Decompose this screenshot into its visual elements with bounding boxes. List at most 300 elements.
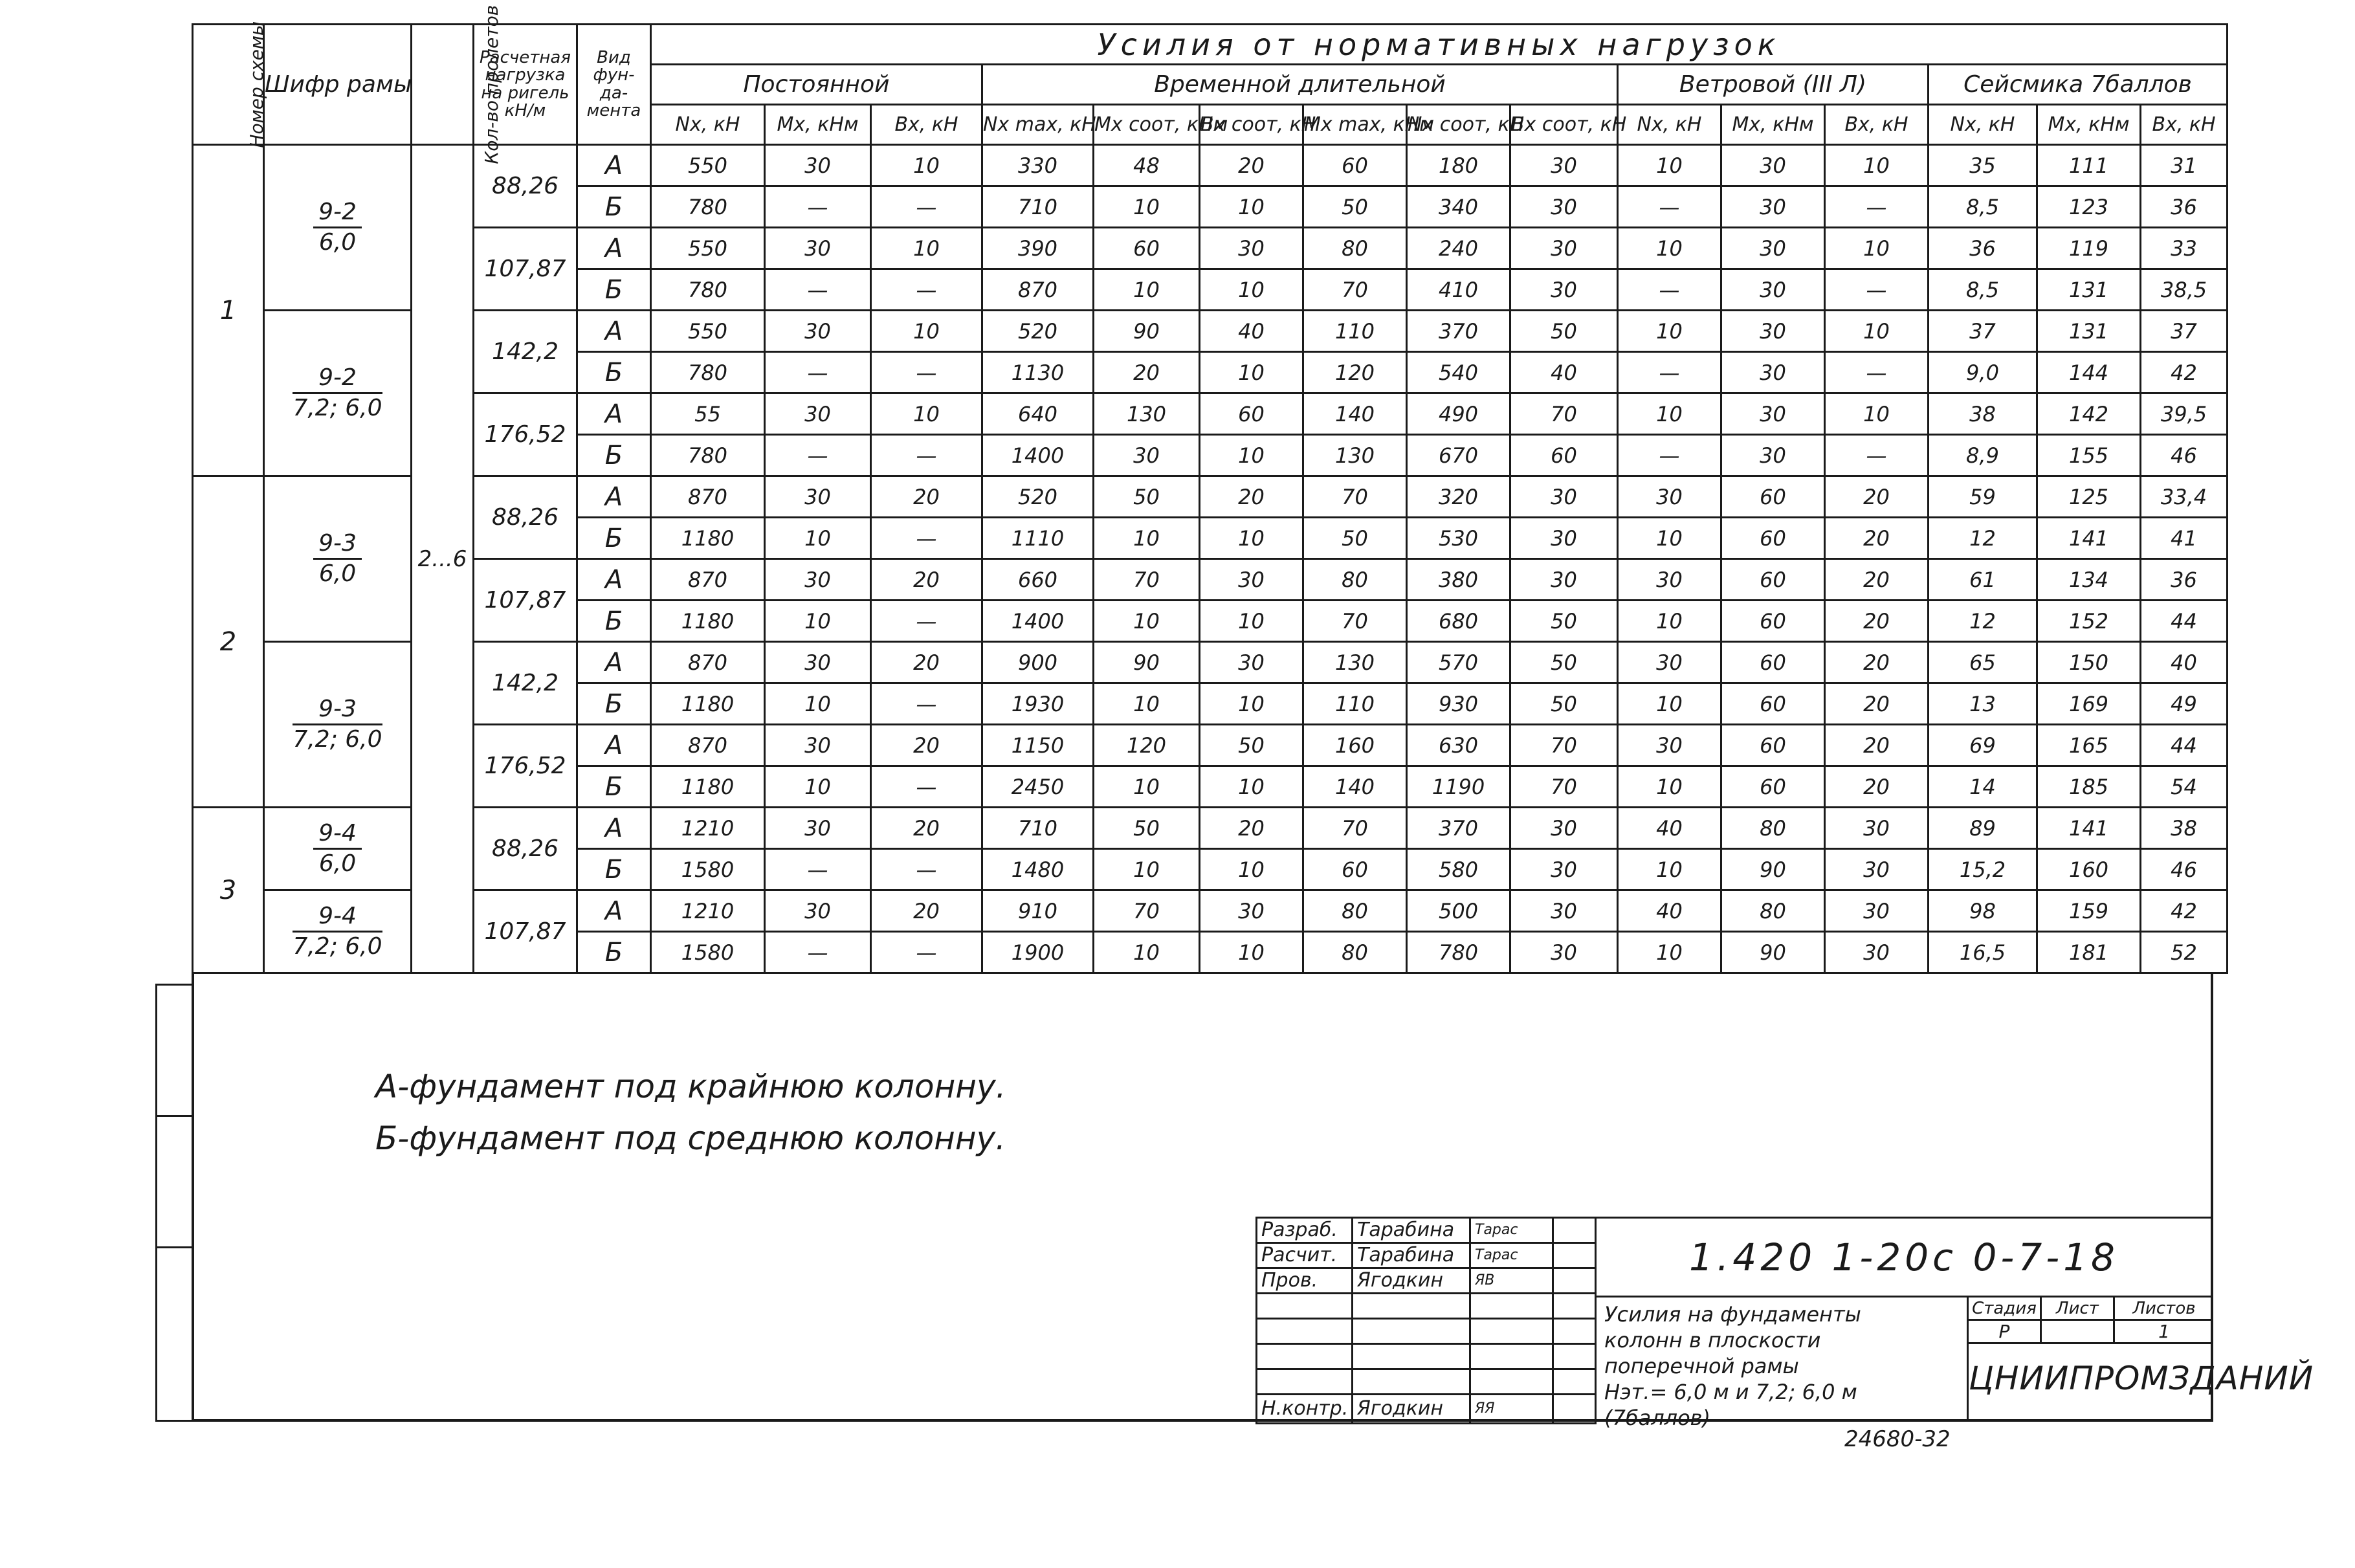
cipher-fraction <box>293 366 382 420</box>
force-value-cell: 155 <box>2037 435 2141 476</box>
force-value-cell: 10 <box>1825 228 1929 269</box>
table-row <box>193 228 2228 269</box>
stage-value-row <box>1969 1321 2213 1344</box>
force-value-cell: 340 <box>1407 186 1510 228</box>
cipher-fraction <box>313 201 362 254</box>
force-value-cell: 30 <box>1510 849 1618 890</box>
force-value-cell: 140 <box>1303 766 1407 808</box>
signature-role: Разраб. <box>1257 1218 1353 1243</box>
force-value-cell: 60 <box>1303 145 1407 186</box>
force-value-cell: 630 <box>1407 725 1510 766</box>
design-load-value: 176,52 <box>474 725 577 808</box>
signature-role <box>1257 1294 1353 1319</box>
foundation-type-cell: А <box>577 228 651 269</box>
design-load-value: 142,2 <box>474 642 577 725</box>
force-value-cell: 110 <box>1303 311 1407 352</box>
title-block-right <box>1595 1217 2314 1430</box>
force-value-cell: 89 <box>1929 808 2037 849</box>
header-subcolumn: Mx, кНм <box>2037 105 2141 145</box>
force-value-cell: 580 <box>1407 849 1510 890</box>
force-value-cell: 60 <box>1721 559 1825 601</box>
force-value-cell: 38 <box>2141 808 2228 849</box>
force-value-cell: 870 <box>982 269 1094 311</box>
header-subcolumn: Nx, кН <box>1618 105 1721 145</box>
force-value-cell: 180 <box>1407 145 1510 186</box>
table-row <box>193 559 2228 601</box>
force-value-cell: 70 <box>1303 476 1407 518</box>
signature-row <box>1257 1369 1596 1395</box>
force-value-cell: 10 <box>1618 683 1721 725</box>
force-value-cell: 710 <box>982 186 1094 228</box>
force-value-cell: 20 <box>1825 518 1929 559</box>
force-value-cell: — <box>871 269 982 311</box>
foundation-type-cell: А <box>577 559 651 601</box>
force-value-cell: 500 <box>1407 890 1510 932</box>
signature-name <box>1353 1369 1470 1395</box>
force-value-cell: 160 <box>1303 725 1407 766</box>
force-value-cell: 30 <box>1618 559 1721 601</box>
force-value-cell: 131 <box>2037 269 2141 311</box>
force-value-cell: 142 <box>2037 393 2141 435</box>
force-value-cell: 10 <box>1618 849 1721 890</box>
cipher-numerator: 9-2 <box>293 366 382 394</box>
force-value-cell: 1180 <box>651 601 765 642</box>
force-value-cell: 390 <box>982 228 1094 269</box>
force-value-cell: 80 <box>1721 808 1825 849</box>
force-value-cell: 870 <box>651 476 765 518</box>
foundation-type-cell: Б <box>577 435 651 476</box>
force-value-cell: 870 <box>651 559 765 601</box>
force-value-cell: 40 <box>1618 808 1721 849</box>
force-value-cell: 1210 <box>651 808 765 849</box>
signature-signature <box>1470 1344 1553 1369</box>
force-value-cell: 30 <box>1200 559 1303 601</box>
design-load-value: 107,87 <box>474 228 577 311</box>
span-count-value: 2...6 <box>412 145 474 973</box>
design-load-value: 142,2 <box>474 311 577 393</box>
force-value-cell: — <box>1618 352 1721 393</box>
force-value-cell: — <box>1618 435 1721 476</box>
force-value-cell: 60 <box>1303 849 1407 890</box>
force-value-cell: 70 <box>1303 601 1407 642</box>
force-value-cell: 37 <box>2141 311 2228 352</box>
cipher-denominator: 7,2; 6,0 <box>293 395 382 421</box>
force-value-cell: 30 <box>765 476 871 518</box>
force-value-cell: 141 <box>2037 808 2141 849</box>
sheets-label: Листов <box>2132 1299 2196 1318</box>
foundation-type-cell: А <box>577 311 651 352</box>
force-value-cell: — <box>871 435 982 476</box>
force-value-cell: 10 <box>1200 518 1303 559</box>
force-value-cell: 70 <box>1094 559 1200 601</box>
force-value-cell: 20 <box>871 725 982 766</box>
force-value-cell: 36 <box>1929 228 2037 269</box>
foundation-type-cell: Б <box>577 186 651 228</box>
note-foundation-a: А-фундамент под крайнюю колонну. <box>375 1068 1006 1105</box>
force-value-cell: 130 <box>1303 435 1407 476</box>
force-value-cell: 930 <box>1407 683 1510 725</box>
force-value-cell: 165 <box>2037 725 2141 766</box>
stage-sheet-grid <box>1967 1297 2314 1422</box>
force-value-cell: 30 <box>1200 890 1303 932</box>
force-value-cell: 46 <box>2141 849 2228 890</box>
force-value-cell: 169 <box>2037 683 2141 725</box>
force-value-cell: — <box>1618 269 1721 311</box>
force-value-cell: 8,5 <box>1929 269 2037 311</box>
force-value-cell: — <box>871 186 982 228</box>
force-value-cell: 1150 <box>982 725 1094 766</box>
foundation-type-cell: Б <box>577 766 651 808</box>
header-forces-title: Усилия от нормативных нагрузок <box>651 25 2228 65</box>
header-subcolumn: Bx соот, кН <box>1510 105 1618 145</box>
force-value-cell: 90 <box>1094 642 1200 683</box>
force-value-cell: 13 <box>1929 683 2037 725</box>
force-value-cell: 50 <box>1510 601 1618 642</box>
signature-role: Н.контр. <box>1257 1395 1353 1424</box>
signature-row <box>1257 1294 1596 1319</box>
force-value-cell: 90 <box>1721 932 1825 973</box>
force-value-cell: 50 <box>1510 642 1618 683</box>
force-value-cell: 20 <box>1825 642 1929 683</box>
force-value-cell: 1400 <box>982 435 1094 476</box>
doc-number-cell <box>1597 1219 2211 1297</box>
force-value-cell: 98 <box>1929 890 2037 932</box>
table-row <box>193 725 2228 766</box>
foundation-type-cell: А <box>577 890 651 932</box>
foundation-type-cell: Б <box>577 932 651 973</box>
force-value-cell: 40 <box>1618 890 1721 932</box>
force-value-cell: 570 <box>1407 642 1510 683</box>
force-value-cell: 10 <box>1094 683 1200 725</box>
force-value-cell: 20 <box>871 559 982 601</box>
cipher-denominator: 6,0 <box>318 560 357 587</box>
force-value-cell: 30 <box>765 228 871 269</box>
force-value-cell: 20 <box>1200 476 1303 518</box>
force-value-cell: 10 <box>765 683 871 725</box>
force-value-cell: — <box>1825 352 1929 393</box>
cipher-fraction <box>313 822 362 876</box>
organization-name: ЦНИИПРОМЗДАНИЙ <box>1969 1360 2314 1397</box>
signature-signature <box>1470 1369 1553 1395</box>
force-value-cell: 30 <box>765 559 871 601</box>
header-foundation-type: Вид фун-да-мента <box>577 25 651 145</box>
force-value-cell: 50 <box>1303 186 1407 228</box>
foundation-type-cell: А <box>577 725 651 766</box>
header-group-permanent: Постоянной <box>651 65 982 105</box>
force-value-cell: 780 <box>651 269 765 311</box>
header-scheme-no: Номер схемы <box>193 25 264 145</box>
force-value-cell: 12 <box>1929 601 2037 642</box>
signature-name <box>1353 1344 1470 1369</box>
force-value-cell: 10 <box>871 228 982 269</box>
force-value-cell: 30 <box>1825 932 1929 973</box>
force-value-cell: 10 <box>1094 186 1200 228</box>
force-value-cell: 10 <box>765 601 871 642</box>
sheet-label: Лист <box>2042 1297 2115 1319</box>
force-value-cell: 50 <box>1094 808 1200 849</box>
signature-name: Ягодкин <box>1353 1395 1470 1424</box>
foundation-type-cell: Б <box>577 601 651 642</box>
force-value-cell: 36 <box>2141 186 2228 228</box>
table-row <box>193 642 2228 683</box>
force-value-cell: 30 <box>1721 228 1825 269</box>
force-value-cell: — <box>871 766 982 808</box>
force-value-cell: 60 <box>1721 766 1825 808</box>
force-value-cell: 30 <box>765 725 871 766</box>
force-value-cell: — <box>871 932 982 973</box>
signature-signature <box>1470 1319 1553 1344</box>
header-subcolumn: Bx, кН <box>2141 105 2228 145</box>
force-value-cell: 10 <box>1094 849 1200 890</box>
force-value-cell: 159 <box>2037 890 2141 932</box>
force-value-cell: 1580 <box>651 849 765 890</box>
force-value-cell: 111 <box>2037 145 2141 186</box>
force-value-cell: 710 <box>982 808 1094 849</box>
force-value-cell: 160 <box>2037 849 2141 890</box>
force-value-cell: 8,9 <box>1929 435 2037 476</box>
force-value-cell: 780 <box>651 186 765 228</box>
force-value-cell: 33,4 <box>2141 476 2228 518</box>
force-value-cell: 140 <box>1303 393 1407 435</box>
cipher-fraction <box>293 905 382 958</box>
force-value-cell: 20 <box>1825 683 1929 725</box>
force-value-cell: 10 <box>1200 352 1303 393</box>
force-value-cell: — <box>765 352 871 393</box>
force-value-cell: 61 <box>1929 559 2037 601</box>
foundation-type-cell: А <box>577 145 651 186</box>
force-value-cell: 9,0 <box>1929 352 2037 393</box>
force-value-cell: 134 <box>2037 559 2141 601</box>
force-value-cell: 119 <box>2037 228 2141 269</box>
force-value-cell: 44 <box>2141 601 2228 642</box>
foundation-type-cell: А <box>577 642 651 683</box>
force-value-cell: 80 <box>1303 890 1407 932</box>
force-value-cell: 60 <box>1721 601 1825 642</box>
force-value-cell: — <box>765 932 871 973</box>
force-value-cell: 10 <box>1094 518 1200 559</box>
force-value-cell: 680 <box>1407 601 1510 642</box>
force-value-cell: 780 <box>1407 932 1510 973</box>
force-value-cell: 30 <box>1721 145 1825 186</box>
force-value-cell: 60 <box>1721 642 1825 683</box>
force-value-cell: 46 <box>2141 435 2228 476</box>
scheme-number: 2 <box>193 476 264 808</box>
force-value-cell: 33 <box>2141 228 2228 269</box>
cipher-numerator: 9-3 <box>293 698 382 725</box>
force-value-cell: — <box>765 269 871 311</box>
force-value-cell: 70 <box>1303 269 1407 311</box>
header-group-wind: Ветровой (III Л) <box>1618 65 1929 105</box>
force-value-cell: 30 <box>1721 311 1825 352</box>
force-value-cell: 30 <box>1510 476 1618 518</box>
force-value-cell: 10 <box>1094 601 1200 642</box>
signature-role <box>1257 1369 1353 1395</box>
force-value-cell: 14 <box>1929 766 2037 808</box>
signature-name <box>1353 1294 1470 1319</box>
header-span-count: Кол-во пролетов <box>412 25 474 145</box>
force-value-cell: 59 <box>1929 476 2037 518</box>
force-value-cell: 10 <box>1825 393 1929 435</box>
force-value-cell: — <box>765 186 871 228</box>
force-value-cell: 30 <box>1721 186 1825 228</box>
date-cell <box>1553 1268 1596 1294</box>
signature-name <box>1353 1319 1470 1344</box>
force-value-cell: 30 <box>1510 559 1618 601</box>
force-value-cell: 10 <box>1825 311 1929 352</box>
table-row <box>193 808 2228 849</box>
force-value-cell: 10 <box>871 311 982 352</box>
signature-signature <box>1470 1294 1553 1319</box>
force-value-cell: 125 <box>2037 476 2141 518</box>
force-value-cell: 8,5 <box>1929 186 2037 228</box>
force-value-cell: 550 <box>651 311 765 352</box>
force-value-cell: 10 <box>1200 683 1303 725</box>
force-value-cell: 30 <box>1510 186 1618 228</box>
force-value-cell: 20 <box>1094 352 1200 393</box>
force-value-cell: 31 <box>2141 145 2228 186</box>
signature-row <box>1257 1243 1596 1268</box>
force-value-cell: 20 <box>1825 559 1929 601</box>
header-frame-cipher: Шифр рамы <box>264 25 412 145</box>
force-value-cell: — <box>871 352 982 393</box>
force-value-cell: 20 <box>871 476 982 518</box>
force-value-cell: 870 <box>651 642 765 683</box>
force-value-cell: 530 <box>1407 518 1510 559</box>
force-value-cell: 320 <box>1407 476 1510 518</box>
force-value-cell: 1930 <box>982 683 1094 725</box>
force-value-cell: 520 <box>982 476 1094 518</box>
force-value-cell: 10 <box>1200 849 1303 890</box>
force-value-cell: 10 <box>765 518 871 559</box>
force-value-cell: 1180 <box>651 683 765 725</box>
force-value-cell: 30 <box>1094 435 1200 476</box>
header-subcolumn: Mx, кНм <box>765 105 871 145</box>
force-value-cell: — <box>1825 435 1929 476</box>
header-subcolumn: Bx, кН <box>871 105 982 145</box>
force-value-cell: 30 <box>1510 518 1618 559</box>
force-value-cell: 30 <box>1825 808 1929 849</box>
force-value-cell: 54 <box>2141 766 2228 808</box>
header-subcolumn: Mx max, кНм <box>1303 105 1407 145</box>
signature-row <box>1257 1268 1596 1294</box>
force-value-cell: 780 <box>651 352 765 393</box>
foundation-type-cell: Б <box>577 849 651 890</box>
foundation-type-cell: Б <box>577 352 651 393</box>
cipher-numerator: 9-4 <box>313 822 362 850</box>
cipher-denominator: 6,0 <box>318 850 357 877</box>
force-value-cell: 185 <box>2037 766 2141 808</box>
force-value-cell: 550 <box>651 228 765 269</box>
force-value-cell: 38 <box>1929 393 2037 435</box>
date-cell <box>1553 1395 1596 1424</box>
force-value-cell: 520 <box>982 311 1094 352</box>
frame-cipher <box>264 890 412 973</box>
date-cell <box>1553 1218 1596 1243</box>
force-value-cell: 50 <box>1200 725 1303 766</box>
force-value-cell: 131 <box>2037 311 2141 352</box>
force-value-cell: 60 <box>1721 518 1825 559</box>
header-subcolumn: Nx соот, кН <box>1407 105 1510 145</box>
foundation-type-cell: Б <box>577 683 651 725</box>
force-value-cell: 10 <box>871 145 982 186</box>
force-value-cell: 30 <box>1200 642 1303 683</box>
force-value-cell: 50 <box>1094 476 1200 518</box>
force-value-cell: 15,2 <box>1929 849 2037 890</box>
force-value-cell: 80 <box>1303 559 1407 601</box>
frame-cipher <box>264 145 412 311</box>
force-value-cell: 10 <box>1200 186 1303 228</box>
stage-label: Стадия <box>1969 1297 2042 1319</box>
header-design-load: Расчетная нагрузка на ригель кН/м <box>474 25 577 145</box>
design-load-value: 88,26 <box>474 808 577 890</box>
force-value-cell: 10 <box>1618 932 1721 973</box>
force-value-cell: 60 <box>1094 228 1200 269</box>
cipher-fraction <box>293 698 382 751</box>
force-value-cell: 10 <box>1618 311 1721 352</box>
force-value-cell: 152 <box>2037 601 2141 642</box>
force-value-cell: 39,5 <box>2141 393 2228 435</box>
force-value-cell: 60 <box>1721 725 1825 766</box>
force-value-cell: 120 <box>1303 352 1407 393</box>
force-value-cell: — <box>871 518 982 559</box>
force-value-cell: 10 <box>1094 932 1200 973</box>
force-value-cell: 10 <box>1200 269 1303 311</box>
force-value-cell: 120 <box>1094 725 1200 766</box>
table-row <box>193 311 2228 352</box>
force-value-cell: — <box>1618 186 1721 228</box>
force-value-cell: 110 <box>1303 683 1407 725</box>
signature-role <box>1257 1319 1353 1344</box>
force-value-cell: 141 <box>2037 518 2141 559</box>
force-value-cell: 30 <box>765 642 871 683</box>
frame-cipher <box>264 476 412 642</box>
note-foundation-b: Б-фундамент под среднюю колонну. <box>375 1120 1006 1157</box>
signature-signature: Тарас <box>1470 1243 1553 1268</box>
header-group-temporary: Временной длительной <box>982 65 1618 105</box>
force-value-cell: 10 <box>765 766 871 808</box>
force-value-cell: 52 <box>2141 932 2228 973</box>
signature-name: Ягодкин <box>1353 1268 1470 1294</box>
force-value-cell: 30 <box>1510 145 1618 186</box>
force-value-cell: 1400 <box>982 601 1094 642</box>
force-value-cell: 40 <box>1510 352 1618 393</box>
force-value-cell: 36 <box>2141 559 2228 601</box>
force-value-cell: 30 <box>1721 269 1825 311</box>
margin-cell <box>157 1117 194 1248</box>
force-value-cell: 70 <box>1510 393 1618 435</box>
signature-role: Расчит. <box>1257 1243 1353 1268</box>
force-value-cell: 30 <box>765 145 871 186</box>
force-value-cell: 1900 <box>982 932 1094 973</box>
force-value-cell: 1180 <box>651 766 765 808</box>
title-block-signatures <box>1255 1217 1597 1424</box>
force-value-cell: 20 <box>1825 601 1929 642</box>
force-value-cell: — <box>871 849 982 890</box>
force-value-cell: 42 <box>2141 352 2228 393</box>
force-value-cell: 1180 <box>651 518 765 559</box>
force-value-cell: 60 <box>1721 683 1825 725</box>
header-subcolumn: Nx, кН <box>651 105 765 145</box>
force-value-cell: 50 <box>1510 311 1618 352</box>
force-value-cell: 30 <box>1510 808 1618 849</box>
force-value-cell: 60 <box>1200 393 1303 435</box>
force-value-cell: 30 <box>1510 228 1618 269</box>
force-value-cell: 50 <box>1510 683 1618 725</box>
stage-value: Р <box>1969 1321 2042 1342</box>
force-value-cell: 60 <box>1510 435 1618 476</box>
force-value-cell: 10 <box>1618 766 1721 808</box>
force-value-cell: 70 <box>1510 766 1618 808</box>
